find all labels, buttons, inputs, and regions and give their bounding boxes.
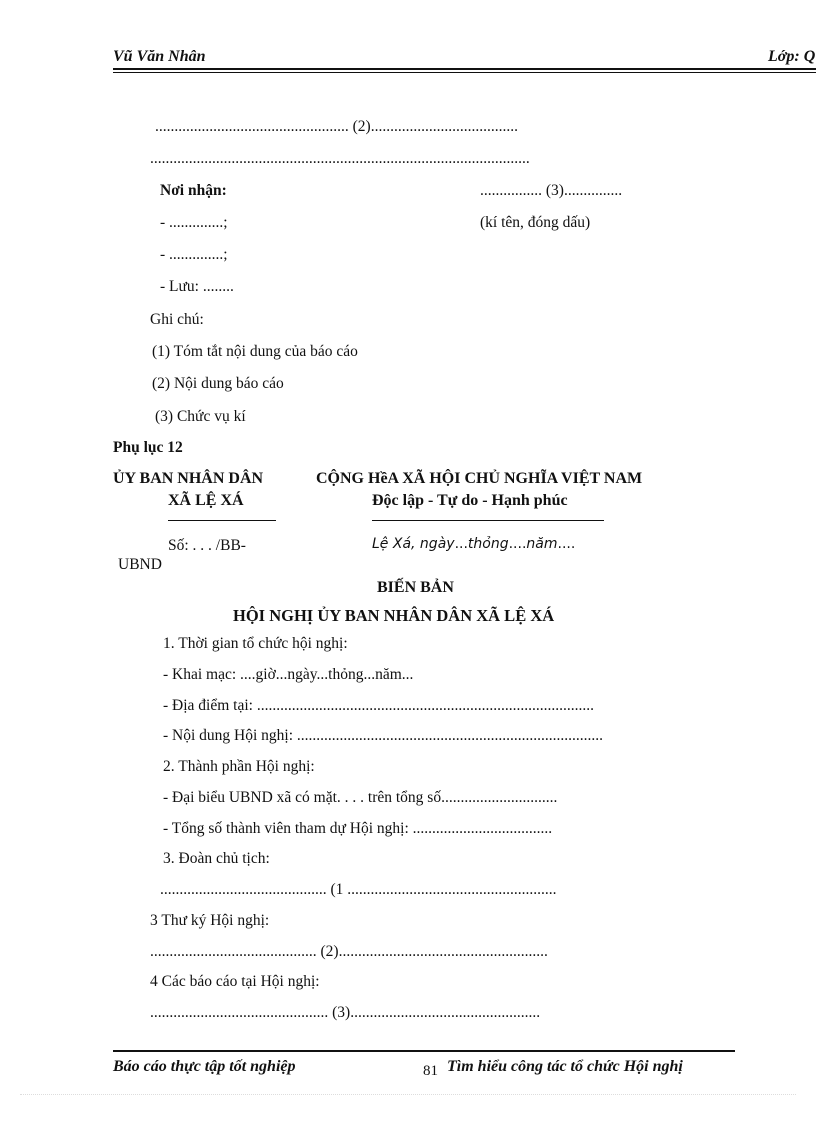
body-line-total-members: - Tổng số thành viên tham dự Hội nghị: .................................... <box>163 820 553 837</box>
recipients-label: Nơi nhận: <box>160 182 227 199</box>
date-month: .... <box>508 536 527 552</box>
document-number-suffix: UBND <box>118 556 162 573</box>
footer-right: Tìm hiểu công tác tổ chức Hội nghị <box>447 1058 683 1075</box>
header-rule-thin <box>113 72 816 73</box>
date-year: .... <box>557 536 576 552</box>
archive-item: - Lưu: ........ <box>160 278 234 295</box>
body-line-delegates: - Đại biểu UBND xã có mặt. . . . trên tổng số.............................. <box>163 789 558 806</box>
top-line-1: .................................................. (2)...................................... <box>155 118 518 135</box>
nation-name: CỘNG HềA XÃ HỘI CHỦ NGHĨA VIỆT NAM <box>316 470 643 487</box>
document-number: Số: . . . /BB- <box>168 537 246 554</box>
date-year-word: năm <box>526 536 558 552</box>
footer-page-number: 81 <box>423 1063 438 1079</box>
note-item-3: (3) Chức vụ kí <box>155 408 246 425</box>
body-line-reports-fill: .............................................. (3)................................................. <box>150 1004 541 1021</box>
note-item-2: (2) Nội dung báo cáo <box>152 375 284 392</box>
body-line-secretary-fill: ........................................... (2)...................................................... <box>150 943 548 960</box>
footer-rule <box>113 1050 735 1052</box>
footer-left: Báo cáo thực tập tốt nghiệp <box>113 1058 296 1075</box>
document-title: BIẾN BẢN <box>377 579 454 596</box>
body-line-members-heading: 2. Thành phần Hội nghị: <box>163 758 315 775</box>
header-class: Lớp: Q <box>768 48 816 65</box>
document-subtitle: HỘI NGHỊ ỦY BAN NHÂN DÂN XÃ LỆ XÁ <box>233 606 555 625</box>
top-line-2: .................................................................................................. <box>150 150 530 167</box>
signature-note: (kí tên, đóng dấu) <box>480 214 591 231</box>
body-line-content: - Nội dung Hội nghị: ............................................................................... <box>163 727 604 744</box>
appendix-title: Phụ lục 12 <box>113 439 183 456</box>
note-item-1: (1) Tóm tắt nội dung của báo cáo <box>152 343 358 360</box>
body-line-location: - Địa điểm tại: ....................................................................................... <box>163 697 594 714</box>
body-line-presidium-fill: ........................................... (1 ...................................................... <box>160 881 557 898</box>
body-line-time-heading: 1. Thời gian tổ chức hội nghị: <box>163 635 348 652</box>
motto-underline <box>372 520 604 521</box>
body-line-secretary-heading: 3 Thư ký Hội nghị: <box>150 912 270 929</box>
body-line-presidium-heading: 3. Đoàn chủ tịch: <box>163 850 270 867</box>
header-author: Vũ Văn Nhân <box>113 48 206 65</box>
page-edge-divider <box>20 1094 796 1095</box>
date-day: ... <box>454 536 468 552</box>
date-place <box>372 536 575 552</box>
body-line-opening: - Khai mạc: ....giờ...ngày...thỏng...năm... <box>163 666 414 683</box>
notes-label: Ghi chú: <box>150 311 204 328</box>
signature-line: ................ (3)............... <box>480 182 623 199</box>
org-name-line-1: ỦY BAN NHÂN DÂN <box>113 470 264 487</box>
national-motto: Độc lập - Tự do - Hạnh phúc <box>372 492 568 509</box>
org-name-line-2: XÃ LỆ XÁ <box>168 492 244 509</box>
org-underline <box>168 520 276 521</box>
recipient-item-2: - ..............; <box>160 246 228 263</box>
date-place-label: Lệ Xá, ngày <box>372 536 455 552</box>
recipient-item-1: - ..............; <box>160 214 228 231</box>
header-rule-thick <box>113 68 816 70</box>
body-line-reports-heading: 4 Các báo cáo tại Hội nghị: <box>150 973 320 990</box>
date-month-word: thỏng <box>467 536 509 552</box>
